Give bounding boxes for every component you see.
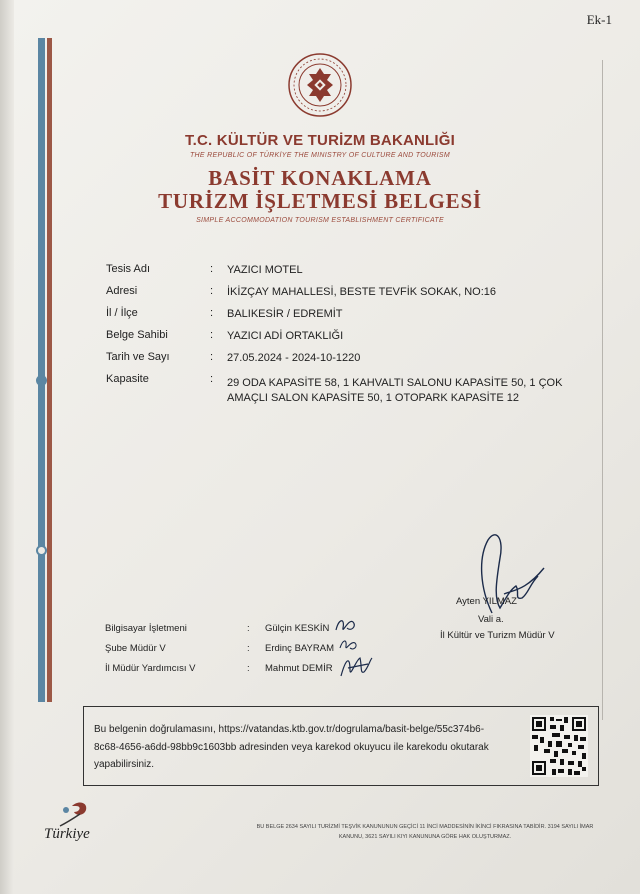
field-value: YAZICI ADİ ORTAKLIĞI [227,330,344,342]
signatory-colon: : [247,623,250,634]
field-colon: : [210,285,214,297]
field-colon: : [210,351,214,363]
ministry-title: T.C. KÜLTÜR VE TURİZM BAKANLIĞI [184,132,456,149]
scan-shadow [0,0,14,894]
document-title-en: SIMPLE ACCOMMODATION TOURISM ESTABLISHMENT CERTIFICATE [196,217,444,224]
field-label: Belge Sahibi [106,329,168,341]
authority-role: Vali a. [478,614,504,625]
field-colon: : [210,373,214,385]
authority-title: İl Kültür ve Turizm Müdür V [440,630,555,641]
field-label: Kapasite [106,373,149,385]
field-label: Tesis Adı [106,263,151,275]
signatory-name: Gülçin KESKİN [265,623,330,634]
signatory-label: Şube Müdür V [105,643,166,654]
right-margin-line [602,60,603,720]
signatory-name: Mahmut DEMİR [265,663,333,674]
turkiye-logo-text: Türkiye [44,826,90,842]
left-border-stripe-red [47,38,52,702]
field-value: 27.05.2024 - 2024-10-1220 [227,352,361,364]
signatory-label: İl Müdür Yardımcısı V [105,663,196,674]
field-colon: : [210,307,214,319]
ministry-emblem-icon [287,52,353,118]
footer-legal-note: BU BELGE 2634 SAYILI TURİZMİ TEŞVİK KANUNUNUN GEÇİCİ 11 İNCİ MADDESİNİN İKİNCİ FIKRASINA TABİDİR. 3194 SAYILI İMAR KANUNU, 3621 SAYILI KIYI KANUNUNA GÖRE HAK OLUŞTURMAZ. [256,824,594,840]
turkiye-logo-icon [38,800,128,844]
field-label: Adresi [106,285,138,297]
signatory-name: Erdinç BAYRAM [265,643,334,654]
field-colon: : [210,263,214,275]
qr-code-icon[interactable] [530,715,588,777]
field-value: 29 ODA KAPASİTE 58, 1 KAHVALTI SALONU KAPASİTE 50, 1 ÇOK AMAÇLI SALON KAPASİTE 50, 1 OTOPARK KAPASİTE 12 [227,377,563,404]
left-border-stripe-blue [38,38,45,702]
field-value: İKİZÇAY MAHALLESİ, BESTE TEVFİK SOKAK, NO:16 [227,286,496,298]
authority-name: Ayten YILMAZ [456,596,517,607]
stripe-ring [36,545,47,556]
verification-box [83,706,599,786]
document-title-line2: TURİZM İŞLETMESİ BELGESİ [158,189,482,213]
annex-label: Ek-1 [586,12,612,27]
field-label: İl / İlçe [106,307,138,319]
signatory-colon: : [247,663,250,674]
document-title-line1: BASİT KONAKLAMA [208,166,432,190]
initials-signature-icon [333,614,359,636]
field-value: YAZICI MOTEL [227,264,303,276]
field-label: Tarih ve Sayı [106,351,170,363]
signatory-label: Bilgisayar İşletmeni [105,623,187,634]
signatory-colon: : [247,643,250,654]
field-value: BALIKESİR / EDREMİT [227,308,343,320]
verification-text: Bu belgenin doğrulamasını, https://vatandas.ktb.gov.tr/dogrulama/basit-belge/55c374b6-8c68-4656-a6dd-98bb9c1603bb adresinden veya karekod okuyucu ile karekodu okutarak yapabilirsiniz. [94,724,489,770]
ministry-title-en: THE REPUBLIC OF TÜRKİYE THE MINISTRY OF CULTURE AND TOURISM [189,152,450,159]
initials-signature-icon [338,652,374,682]
field-colon: : [210,329,214,341]
stripe-dot [36,375,47,386]
